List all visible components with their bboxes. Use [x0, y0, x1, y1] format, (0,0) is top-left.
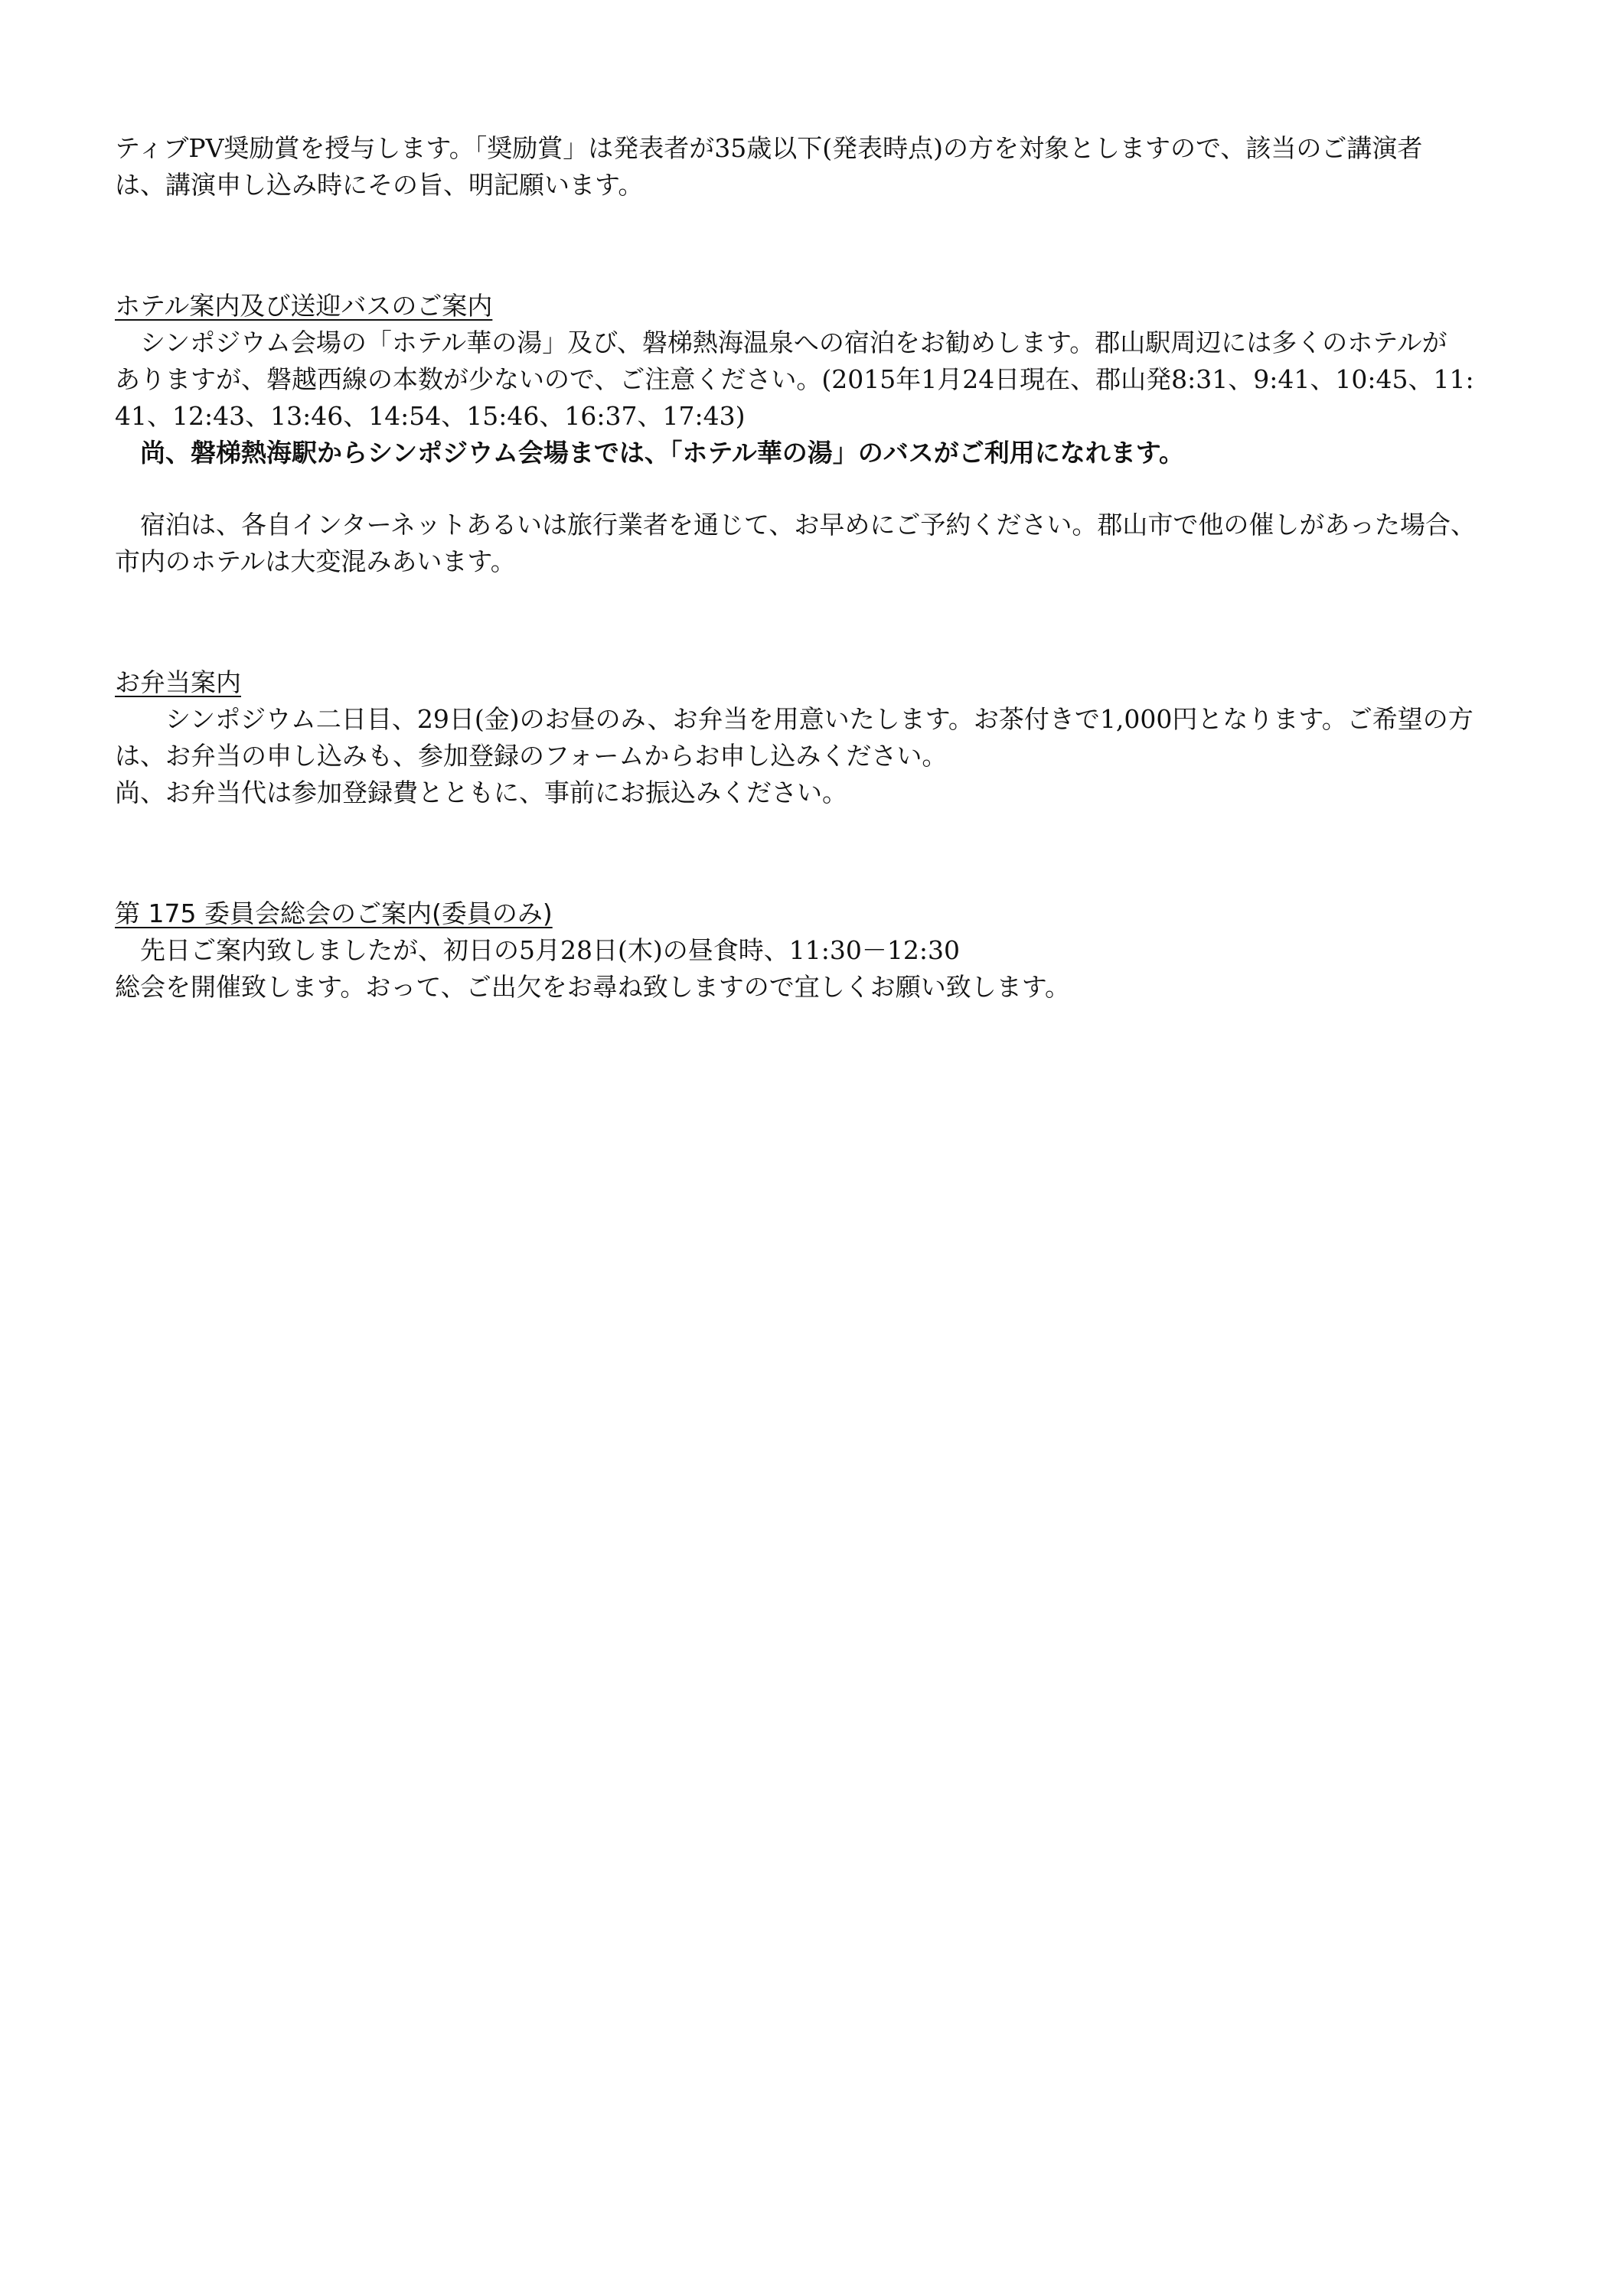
intro-line-1: ティブPV奨励賞を授与します。「奨励賞」は発表者が35歳以下(発表時点)の方を対象としますので、該当のご講演者: [115, 133, 1423, 163]
hotel-line-1: シンポジウム会場の「ホテル華の湯」及び、磐梯熱海温泉への宿泊をお勧めします。郡山駅周辺には多くのホテルが: [115, 328, 1447, 357]
spacer: [115, 471, 1516, 507]
bento-line-2: は、お弁当の申し込みも、参加登録のフォームからお申し込みください。: [115, 741, 948, 771]
committee-heading: 第 175 委員会総会のご案内(委員のみ): [115, 899, 553, 928]
hotel-line-2: ありますが、磐越西線の本数が少ないので、ご注意ください。(2015年1月24日現在、郡山発8:31、9:41、10:45、11:: [115, 364, 1474, 394]
committee-line-2: 総会を開催致します。おって、ご出欠をお尋ね致しますので宜しくお願い致します。: [115, 972, 1071, 1002]
bus-note: 尚、磐梯熱海駅からシンポジウム会場までは、「ホテル華の湯」のバスがご利用になれます。: [115, 438, 1185, 468]
committee-line-1: 先日ご案内致しましたが、初日の5月28日(木)の昼食時、11:30－12:30: [115, 935, 960, 965]
document-page: [115, 130, 1516, 1006]
hotel-section: [115, 288, 1516, 580]
spacer: [115, 204, 1516, 288]
committee-section: [115, 895, 1516, 1006]
stay-line-1: 宿泊は、各自インターネットあるいは旅行業者を通じて、お早めにご予約ください。郡山市で他の催しがあった場合、: [115, 510, 1477, 540]
bento-section: [115, 664, 1516, 811]
stay-line-2: 市内のホテルは大変混みあいます。: [115, 546, 516, 576]
bento-line-3: 尚、お弁当代は参加登録費とともに、事前にお振込みください。: [115, 778, 847, 807]
intro-section: [115, 130, 1516, 204]
spacer: [115, 811, 1516, 895]
hotel-line-3: 41、12:43、13:46、14:54、15:46、16:37、17:43): [115, 401, 746, 431]
hotel-heading: ホテル案内及び送迎バスのご案内: [115, 291, 493, 321]
intro-line-2: は、講演申し込み時にその旨、明記願います。: [115, 170, 644, 200]
bento-heading: お弁当案内: [115, 667, 241, 697]
bento-line-1: シンポジウム二日目、29日(金)のお昼のみ、お弁当を用意いたします。お茶付きで1,000円となります。ご希望の方: [115, 704, 1474, 734]
spacer: [115, 580, 1516, 664]
